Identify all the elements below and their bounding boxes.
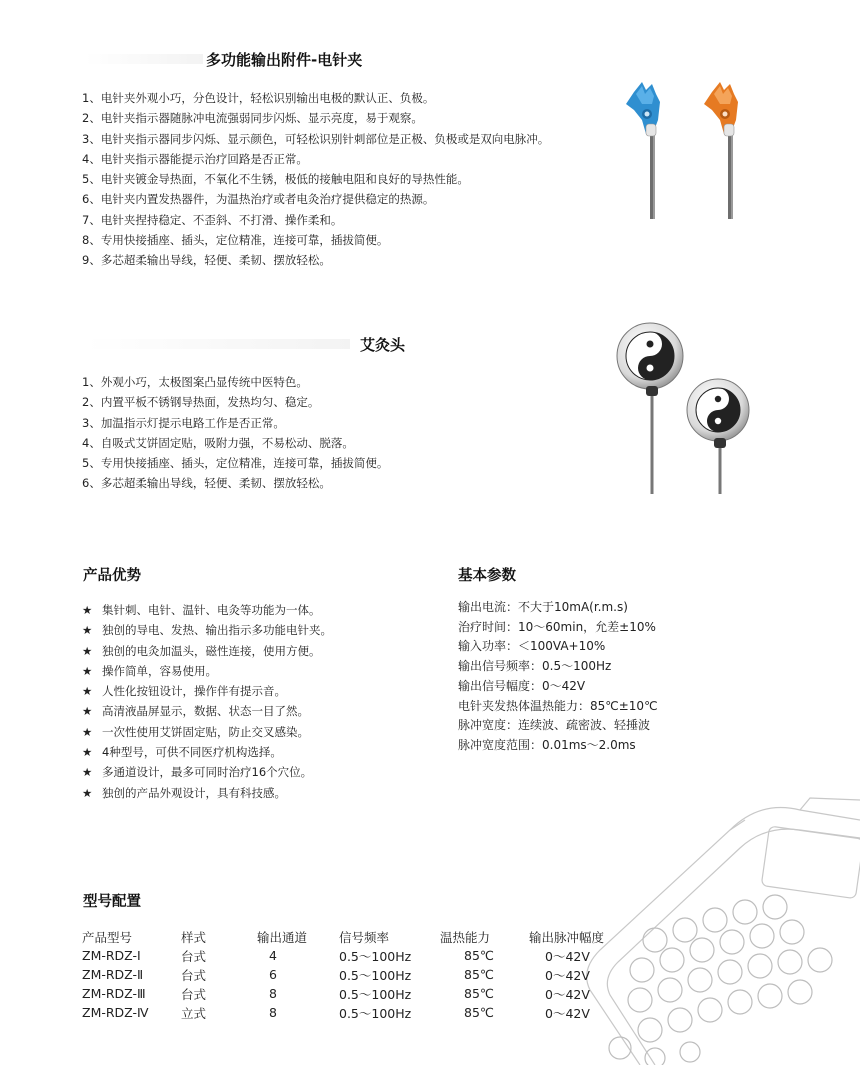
table-row bbox=[82, 946, 604, 965]
electric-needle-clips-image bbox=[612, 74, 772, 224]
cell-style: 台式 bbox=[181, 986, 207, 1002]
cell-amplitude: 0～42V bbox=[545, 986, 590, 1002]
advantage-item-text: 一次性使用艾饼固定贴，防止交叉感染。 bbox=[102, 724, 309, 739]
cell-style: 立式 bbox=[181, 1005, 207, 1021]
star-icon: ★ bbox=[82, 704, 93, 719]
param-item-text: 输出电流：不大于10mA(r.m.s) bbox=[458, 600, 628, 614]
advantage-item bbox=[82, 722, 332, 742]
cell-channels: 8 bbox=[269, 1005, 277, 1020]
param-item bbox=[458, 657, 658, 677]
clip-section-title: 多功能输出附件-电针夹 bbox=[206, 51, 363, 69]
clip-feature-item-text: 4、电针夹指示器能提示治疗回路是否正常。 bbox=[82, 151, 308, 166]
param-item-text: 输出信号幅度：0～42V bbox=[458, 678, 586, 693]
moxa-feature-item bbox=[82, 473, 388, 493]
param-item bbox=[458, 637, 658, 657]
header-amplitude: 输出脉冲幅度 bbox=[529, 929, 605, 945]
header-channels: 输出通道 bbox=[257, 929, 308, 945]
cell-frequency: 0.5～100Hz bbox=[339, 1005, 412, 1021]
param-item bbox=[458, 697, 658, 717]
moxa-section-title: 艾灸头 bbox=[360, 336, 406, 354]
clip-feature-item-text: 9、多芯超柔输出导线，轻便、柔韧、摆放轻松。 bbox=[82, 253, 331, 268]
title-decoration bbox=[85, 339, 350, 349]
advantage-item bbox=[82, 742, 332, 762]
device-outline-image bbox=[560, 790, 860, 1065]
param-item-text: 输入功率：＜100VA+10% bbox=[458, 639, 606, 654]
advantage-item-text: 人性化按钮设计，操作伴有提示音。 bbox=[102, 684, 286, 699]
moxa-feature-item-text: 3、加温指示灯提示电路工作是否正常。 bbox=[82, 415, 285, 430]
advantage-item-text: 高清液晶屏显示，数据、状态一目了然。 bbox=[102, 704, 309, 719]
param-item bbox=[458, 716, 658, 736]
clip-feature-item bbox=[82, 108, 549, 128]
moxibustion-heads-image bbox=[606, 318, 766, 494]
param-item-text: 脉冲宽度：连续波、疏密波、轻捶波 bbox=[458, 718, 651, 733]
cell-model: ZM-RDZ-Ⅲ bbox=[82, 986, 146, 1001]
param-item bbox=[458, 736, 658, 756]
clip-feature-item-text: 8、专用快接插座、插头，定位精准，连接可靠，插拔简便。 bbox=[82, 233, 389, 248]
yin-yang-head-icon bbox=[687, 379, 749, 494]
moxa-feature-item-text: 6、多芯超柔输出导线，轻便、柔韧、摆放轻松。 bbox=[82, 476, 331, 491]
cell-channels: 6 bbox=[269, 967, 277, 982]
star-icon: ★ bbox=[82, 623, 93, 638]
advantage-item bbox=[82, 783, 332, 803]
moxa-feature-item-text: 4、自吸式艾饼固定贴，吸附力强，不易松动、脱落。 bbox=[82, 435, 354, 450]
header-style: 样式 bbox=[181, 929, 207, 945]
blue-clip-icon bbox=[626, 82, 660, 219]
cell-frequency: 0.5～100Hz bbox=[339, 986, 412, 1002]
header-model: 产品型号 bbox=[82, 929, 133, 945]
yin-yang-head-icon bbox=[617, 323, 683, 494]
clip-feature-item-text: 2、电针夹指示器随脉冲电流强弱同步闪烁、显示亮度，易于观察。 bbox=[82, 111, 423, 126]
clip-feature-item bbox=[82, 250, 549, 270]
cell-model: ZM-RDZ-Ⅰ bbox=[82, 948, 141, 963]
cell-style: 台式 bbox=[181, 967, 207, 983]
clip-feature-item bbox=[82, 189, 549, 209]
clip-feature-list bbox=[82, 88, 549, 271]
cell-heat: 85℃ bbox=[464, 967, 494, 982]
advantage-item-text: 独创的导电、发热、输出指示多功能电针夹。 bbox=[102, 623, 332, 638]
cell-channels: 4 bbox=[269, 948, 277, 963]
star-icon: ★ bbox=[82, 643, 93, 658]
moxa-feature-item bbox=[82, 413, 388, 433]
advantage-item-text: 独创的电灸加温头，磁性连接，使用方便。 bbox=[102, 643, 321, 658]
advantages-title: 产品优势 bbox=[83, 568, 141, 584]
cell-amplitude: 0～42V bbox=[545, 967, 590, 983]
clip-feature-item bbox=[82, 88, 549, 108]
table-row bbox=[82, 1003, 604, 1022]
clip-feature-item bbox=[82, 230, 549, 250]
star-icon: ★ bbox=[82, 603, 93, 617]
clip-feature-item bbox=[82, 169, 549, 189]
cell-model: ZM-RDZ-Ⅳ bbox=[82, 1005, 149, 1020]
clip-feature-item bbox=[82, 149, 549, 169]
orange-clip-icon bbox=[704, 82, 738, 219]
advantage-item bbox=[82, 661, 332, 681]
advantage-item bbox=[82, 701, 332, 721]
clip-feature-item-text: 5、电针夹镀金导热面，不氧化不生锈，极低的接触电阻和良好的导热性能。 bbox=[82, 172, 469, 187]
advantage-item-text: 多通道设计，最多可同时治疗16个穴位。 bbox=[102, 765, 313, 780]
param-item bbox=[458, 618, 658, 638]
cell-amplitude: 0～42V bbox=[545, 948, 590, 964]
moxa-feature-item-text: 5、专用快接插座、插头，定位精准，连接可靠，插拔简便。 bbox=[82, 456, 389, 471]
clip-feature-item bbox=[82, 210, 549, 230]
header-frequency: 信号频率 bbox=[339, 929, 390, 945]
param-item-text: 电针夹发热体温热能力：85℃±10℃ bbox=[458, 698, 658, 713]
advantage-item-text: 集针刺、电针、温针、电灸等功能为一体。 bbox=[102, 603, 321, 617]
star-icon: ★ bbox=[82, 745, 93, 760]
advantage-item bbox=[82, 681, 332, 701]
table-row bbox=[82, 984, 604, 1003]
star-icon: ★ bbox=[82, 785, 93, 800]
cell-channels: 8 bbox=[269, 986, 277, 1001]
param-item-text: 脉冲宽度范围：0.01ms～2.0ms bbox=[458, 737, 636, 752]
star-icon: ★ bbox=[82, 663, 93, 678]
table-row bbox=[82, 965, 604, 984]
star-icon: ★ bbox=[82, 765, 93, 780]
clip-feature-item-text: 3、电针夹指示器同步闪烁、显示颜色，可轻松识别针刺部位是正极、负极或是双向电脉冲。 bbox=[82, 131, 550, 146]
advantage-item bbox=[82, 600, 332, 620]
cell-frequency: 0.5～100Hz bbox=[339, 948, 412, 964]
models-header-row bbox=[82, 927, 604, 946]
clip-feature-item-text: 6、电针夹内置发热器件，为温热治疗或者电灸治疗提供稳定的热源。 bbox=[82, 192, 435, 207]
cell-frequency: 0.5～100Hz bbox=[339, 967, 412, 983]
cell-amplitude: 0～42V bbox=[545, 1005, 590, 1021]
moxa-feature-list bbox=[82, 372, 388, 494]
cell-model: ZM-RDZ-Ⅱ bbox=[82, 967, 144, 982]
models-title: 型号配置 bbox=[83, 894, 141, 910]
advantage-item bbox=[82, 620, 332, 640]
advantage-item bbox=[82, 641, 332, 661]
advantage-item-text: 独创的产品外观设计，具有科技感。 bbox=[102, 785, 286, 800]
param-item-text: 输出信号频率：0.5～100Hz bbox=[458, 659, 612, 674]
cell-heat: 85℃ bbox=[464, 1005, 494, 1020]
advantage-item bbox=[82, 762, 332, 782]
star-icon: ★ bbox=[82, 684, 93, 699]
params-list bbox=[458, 598, 658, 756]
cell-heat: 85℃ bbox=[464, 986, 494, 1001]
moxa-feature-item-text: 2、内置平板不锈钢导热面，发热均匀、稳定。 bbox=[82, 395, 320, 410]
models-table bbox=[82, 927, 604, 1022]
moxa-feature-item bbox=[82, 392, 388, 412]
advantage-item-text: 4种型号，可供不同医疗机构选择。 bbox=[102, 745, 282, 760]
moxa-feature-item-text: 1、外观小巧，太极图案凸显传统中医特色。 bbox=[82, 375, 308, 389]
clip-feature-item-text: 1、电针夹外观小巧，分色设计，轻松识别输出电极的默认正、负极。 bbox=[82, 91, 435, 105]
star-icon: ★ bbox=[82, 724, 93, 739]
clip-feature-item-text: 7、电针夹捏持稳定、不歪斜、不打滑、操作柔和。 bbox=[82, 212, 343, 227]
param-item bbox=[458, 598, 658, 618]
moxa-feature-item bbox=[82, 433, 388, 453]
param-item-text: 治疗时间：10～60min，允差±10% bbox=[458, 619, 656, 634]
cell-heat: 85℃ bbox=[464, 948, 494, 963]
header-heat: 温热能力 bbox=[440, 929, 491, 945]
param-item bbox=[458, 677, 658, 697]
advantages-list bbox=[82, 600, 332, 803]
params-title: 基本参数 bbox=[458, 568, 516, 584]
advantage-item-text: 操作简单，容易使用。 bbox=[102, 663, 217, 678]
cell-style: 台式 bbox=[181, 948, 207, 964]
clip-feature-item bbox=[82, 129, 549, 149]
moxa-feature-item bbox=[82, 453, 388, 473]
title-decoration bbox=[85, 54, 203, 64]
moxa-feature-item bbox=[82, 372, 388, 392]
